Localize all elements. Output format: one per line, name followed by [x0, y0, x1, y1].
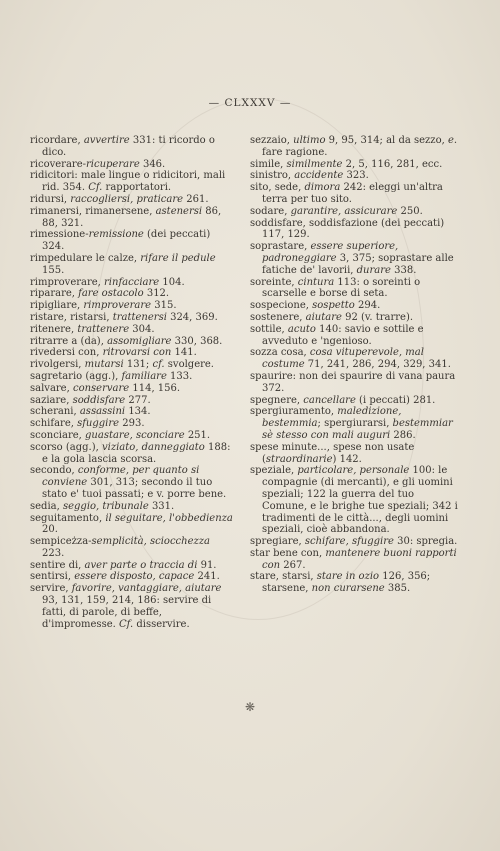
entry-text: 9, 95, 314; al da sezzo, [325, 135, 448, 146]
entry-text: svolgere. [164, 359, 214, 371]
glossary-entry [30, 194, 235, 206]
entry-text: 251. [184, 429, 211, 441]
glossary-entry [30, 253, 235, 277]
entry-text: mutarsi [84, 359, 124, 371]
glossary-entry [250, 324, 460, 348]
entry-text: 323. [343, 170, 369, 182]
glossary-entry [250, 347, 460, 371]
glossary-entry [30, 336, 235, 348]
entry-text: fare ostacolo [78, 288, 144, 300]
entry-text: sconciare, [30, 429, 86, 441]
entry-text: 93, 131, 159, 214, 186: servire di fatti, di parole, di beffe, d'impromesse. [42, 595, 212, 630]
glossary-entry [250, 206, 460, 218]
entry-text: secondo, [30, 465, 78, 477]
glossary-entry [30, 430, 235, 442]
entry-text: maledizione, bestemmia [262, 406, 402, 430]
entry-text: cosa vituperevole, mal costume [262, 347, 424, 371]
glossary-entry [250, 406, 460, 441]
glossary-entry [30, 406, 235, 418]
entry-text: acuto [287, 323, 316, 335]
entry-text: 250. [397, 205, 423, 217]
entry-text: ultimo [293, 135, 326, 146]
entry-text: dimora [304, 182, 341, 194]
entry-text: spegnere, [250, 394, 304, 406]
entry-text: (dei peccati) 324. [42, 229, 211, 253]
glossary-entry [250, 371, 460, 395]
entry-text: il seguitare, l'obbedienza [105, 512, 233, 524]
entry-text: spese minute..., spese non usate ( [250, 441, 415, 465]
glossary-entry [250, 536, 460, 548]
entry-text: garantire, assicurare [290, 205, 398, 217]
glossary-entry [30, 324, 235, 336]
entry-text: 131; [123, 359, 153, 371]
glossary-entry [30, 395, 235, 407]
entry-text: Cf. [118, 618, 134, 630]
glossary-entry [30, 571, 235, 583]
entry-text: sodare, [250, 205, 291, 217]
entry-text: ritrovarsi con [102, 347, 172, 359]
entry-text: cintura [297, 276, 335, 288]
glossary-entry [250, 442, 460, 466]
entry-text: similmente [286, 158, 343, 170]
ornament-icon: ❋ [244, 700, 256, 714]
glossary-entry [250, 170, 460, 182]
entry-text: non curarsene [311, 583, 385, 595]
entry-text: 114, 156. [129, 382, 181, 394]
entry-text: fare ragione. [262, 146, 328, 158]
glossary-entry [30, 359, 235, 371]
entry-text: seguitamento, [30, 512, 106, 524]
entry-text: 100: le compagnie (di mercanti), e gli uomini speziali; 122 la guerra del tuo Comune, e le brighe tue speziali; 342 i tradimenti de le città..., degli uomini speziali, cioè abbandona. [262, 465, 458, 536]
entry-text: e. [447, 135, 458, 146]
entry-text: seggio, tribunale [62, 500, 149, 512]
entry-text: ; spergiurarsi, [317, 418, 393, 430]
entry-text: sozza cosa, [250, 347, 310, 359]
entry-text: 293. [119, 418, 145, 430]
entry-text: sentirsi, [30, 571, 75, 583]
entry-text: riparare, [30, 288, 79, 300]
entry-text: 188: e la gola lascia scorsa. [42, 441, 231, 465]
glossary-entry [30, 277, 235, 289]
glossary-entry [250, 277, 460, 301]
entry-text: sempiceżza- [30, 536, 92, 548]
glossary-entry [30, 501, 235, 513]
entry-text: 301, 313; secondo il tuo stato e' tuoi passati; e v. porre bene. [42, 477, 227, 500]
entry-text: particolare, personale [297, 465, 410, 477]
glossary-entry [250, 159, 460, 171]
glossary-entry [30, 583, 235, 630]
glossary-entry [30, 371, 235, 383]
entry-text: semplicità, sciocchezza [91, 536, 211, 548]
entry-text: sagretario (agg.), [30, 370, 122, 382]
entry-text: scherani, [30, 406, 80, 418]
glossary-entry [250, 218, 460, 242]
glossary-entry [30, 442, 235, 466]
glossary-entry [250, 548, 460, 572]
glossary-entry [30, 383, 235, 395]
entry-text: straordinarie [265, 453, 333, 465]
glossary-entry [30, 465, 235, 500]
glossary-entry [250, 465, 460, 536]
entry-text: 3, 375; soprastare alle fatiche de' lavorii, [262, 252, 454, 276]
entry-text: 338. [390, 264, 417, 276]
entry-text: ridursi, [30, 193, 71, 205]
glossary-entry [250, 571, 460, 595]
glossary-entry [30, 513, 235, 537]
entry-text: spaurire: non dei spaurire di vana paura 372. [250, 370, 456, 394]
entry-text: 86, 88, 321. [42, 205, 222, 229]
entry-text: 104. [159, 276, 185, 288]
entry-text: mantenere buoni rapporti con [262, 547, 457, 571]
glossary-entry [30, 229, 235, 253]
entry-text: cancellare [303, 394, 356, 406]
entry-text: raccogliersi, praticare [70, 193, 184, 205]
entry-text: salvare, [30, 382, 73, 394]
entry-text: rivedersi con, [30, 347, 103, 359]
entry-text: bestemmiar sè stesso con mali auguri [262, 418, 453, 441]
glossary-entry [250, 182, 460, 206]
entry-text: sottile, [250, 323, 288, 335]
entry-text: rimanersi, rimanersene, [30, 205, 156, 217]
entry-text: cf. [152, 359, 165, 371]
glossary-entry [250, 135, 460, 159]
entry-text: conservare [72, 382, 130, 394]
entry-text: aver parte o traccia di [84, 559, 198, 571]
entry-text: 241. [194, 571, 220, 583]
glossary-entry [30, 312, 235, 324]
entry-text: servire, [30, 583, 72, 595]
entry-text: 134. [125, 406, 151, 418]
entry-text: sezzaio, [250, 135, 294, 146]
entry-text: ritrarre a (da), [30, 335, 108, 347]
entry-text: rivolgersi, [30, 359, 85, 371]
entry-text: spergiuramento, [250, 406, 338, 418]
entry-text: 261. [183, 193, 209, 205]
entry-text: schifare, sfuggire [304, 536, 394, 548]
entry-text: stare in ozio [316, 571, 380, 583]
entry-text: Cf. [88, 182, 103, 194]
entry-text: essere superiore, padroneggiare [262, 241, 399, 264]
entry-text: 315. [151, 300, 177, 312]
entry-text: 346. [139, 158, 166, 170]
entry-text: assomigliare [107, 335, 172, 347]
entry-text: 267. [280, 559, 306, 571]
glossary-entry [30, 560, 235, 572]
entry-text: astenersi [155, 205, 203, 217]
entry-text: 277. [125, 394, 151, 406]
entry-text: aiutare [305, 311, 342, 323]
entry-text: viziato, danneggiato [101, 441, 205, 453]
entry-text: sentire di, [30, 559, 85, 571]
left-column [30, 135, 235, 630]
entry-text: soprastare, [250, 241, 311, 253]
entry-text: 294. [354, 300, 381, 312]
entry-text: durare [356, 264, 391, 276]
entry-text: rimproverare [83, 300, 152, 312]
entry-text: (i peccati) 281. [355, 394, 436, 406]
entry-text: 331: ti ricordo o dico. [42, 135, 215, 158]
entry-text: 331. [148, 500, 175, 512]
entry-text: saziare, [30, 394, 73, 406]
entry-text: familiare [121, 370, 167, 382]
entry-text: speziale, [250, 465, 298, 477]
entry-text: ricoverare- [30, 158, 86, 170]
entry-text: rinfacciare [104, 276, 160, 288]
entry-text: stare, starsi, [250, 571, 317, 583]
entry-text: 126, 356; starsene, [262, 571, 431, 595]
glossary-entry [250, 312, 460, 324]
entry-text: 30: spregia. [393, 536, 458, 548]
entry-text: remissione [88, 229, 144, 241]
glossary-entry [30, 347, 235, 359]
entry-text: 242: eleggi un'altra terra per tuo sito. [262, 182, 443, 205]
glossary-entry [30, 536, 235, 560]
glossary-entry [30, 300, 235, 312]
entry-text: sospecione, [250, 300, 313, 312]
glossary-entry [30, 135, 235, 159]
entry-text: 155. [42, 264, 65, 276]
entry-text: trattenere [77, 323, 130, 335]
glossary-entry [250, 395, 460, 407]
entry-text: 141. [171, 347, 197, 359]
entry-text: 91. [197, 559, 217, 571]
entry-text: disservire. [133, 618, 190, 630]
entry-text: schifare, [30, 418, 78, 430]
glossary-entry [30, 206, 235, 230]
entry-text: star bene con, [250, 547, 326, 559]
glossary-entry [30, 418, 235, 430]
entry-text: sito, sede, [250, 182, 305, 194]
entry-text: sospetto [312, 300, 355, 312]
entry-text: 330, 368. [171, 335, 223, 347]
entry-text: 71, 241, 286, 294, 329, 341. [304, 359, 451, 371]
entry-text: soddisfare [72, 394, 126, 406]
entry-text: soreinte, [250, 276, 298, 288]
entry-text: sostenere, [250, 311, 306, 323]
entry-text: 324, 369. [166, 311, 218, 323]
entry-text: 2, 5, 116, 281, ecc. [342, 158, 443, 170]
entry-text: assassini [79, 406, 126, 418]
entry-text: scorso (agg.), [30, 441, 102, 453]
entry-text: 304. [129, 323, 155, 335]
page-header: — CLXXXV — [208, 97, 292, 109]
entry-text: accidente [294, 170, 344, 182]
entry-text: sfuggire [77, 418, 120, 430]
glossary-entry [30, 170, 235, 194]
entry-text: 140: savio e sottile e avveduto e 'ngenioso. [262, 323, 424, 347]
entry-text: ripigliare, [30, 300, 84, 312]
entry-text: ritenere, [30, 323, 78, 335]
glossary-entry [30, 159, 235, 171]
glossary-entry [250, 241, 460, 276]
entry-text: ricuperare [86, 158, 140, 170]
entry-text: trattenersi [112, 311, 167, 323]
entry-text: sedia, [30, 500, 63, 512]
entry-text: rimessione- [30, 229, 89, 241]
entry-text: rimproverare, [30, 276, 105, 288]
entry-text: conforme, per quanto si conviene [42, 465, 200, 489]
entry-text: rapportatori. [102, 182, 172, 194]
right-column [250, 135, 460, 595]
glossary-entry [30, 288, 235, 300]
entry-text: favorire, vantaggiare, aiutare [71, 583, 222, 595]
entry-text: 385. [384, 583, 411, 595]
entry-text: 223. [42, 547, 65, 559]
entry-text: 286. [390, 429, 416, 441]
entry-text: 312. [143, 288, 170, 300]
entry-text: guastare, sconciare [85, 429, 185, 441]
entry-text: 20. [42, 524, 58, 536]
entry-text: spregiare, [250, 536, 305, 548]
entry-text: simile, [250, 158, 287, 170]
entry-text: ricordare, [30, 135, 84, 146]
entry-text: avvertire [83, 135, 130, 146]
glossary-entry [250, 300, 460, 312]
entry-text: ridicitori: male lingue o ridicitori, mali rid. 354. [30, 170, 226, 194]
entry-text: rimpedulare le calze, [30, 252, 141, 264]
entry-text: rifare il pedule [140, 252, 216, 264]
entry-text: essere disposto, capace [74, 571, 195, 583]
entry-text: ristare, ristarsi, [30, 311, 113, 323]
entry-text: 113: o soreinti o scarselle e borse di seta. [262, 276, 421, 300]
entry-text: ) 142. [332, 453, 362, 465]
entry-text: 133. [166, 370, 193, 382]
entry-text: 92 (v. trarre). [341, 311, 414, 323]
entry-text: sinistro, [250, 170, 295, 182]
entry-text: soddisfare, soddisfazione (dei peccati) 117, 129. [250, 217, 445, 241]
